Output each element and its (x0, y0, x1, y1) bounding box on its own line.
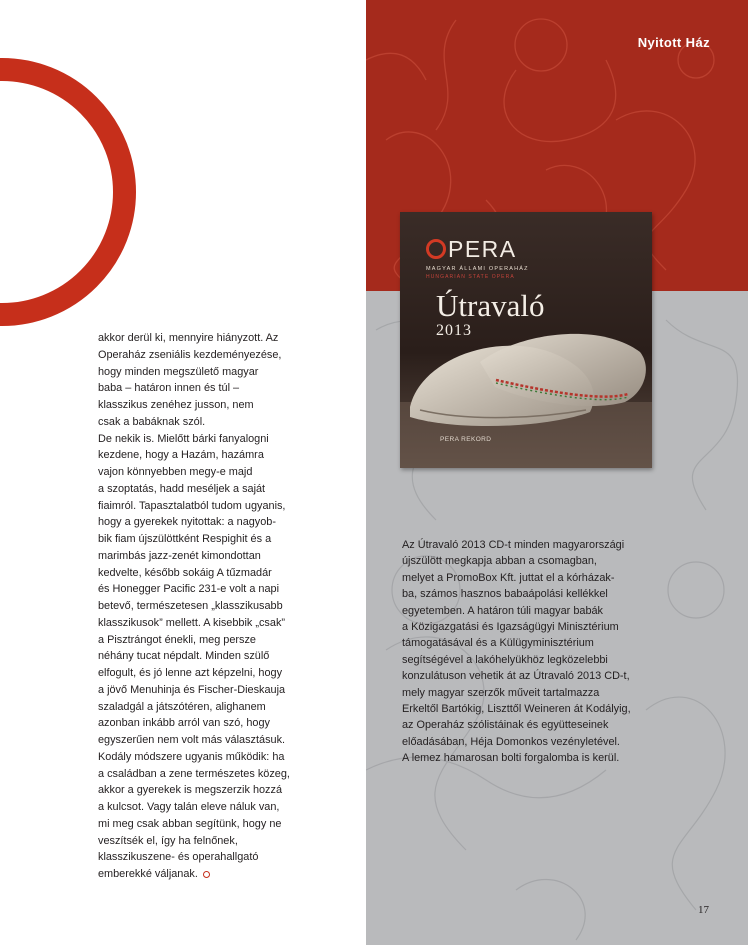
section-label: Nyitott Ház (637, 35, 710, 50)
body-line: néhány tucat népdalt. Minden szülő (98, 650, 270, 663)
caption-line: A lemez hamarosan bolti forgalomba is kerül. (402, 752, 620, 765)
caption-line: konzulátuson vehetik át az Útravaló 2013 CD-t, (402, 670, 630, 683)
body-line: akkor derül ki, mennyire hiányzott. Az (98, 332, 279, 344)
body-line: klasszikuszene- és operahallgató (98, 851, 259, 864)
cd-caption (402, 537, 664, 767)
cd-subtitle-hu: MAGYAR ÁLLAMI OPERAHÁZ (426, 266, 529, 272)
cd-logo (426, 236, 517, 263)
opera-o-icon (426, 239, 446, 259)
body-line: a családban a zene természetes közeg, (98, 767, 290, 780)
body-line: azonban inkább arról van szó, hogy (98, 717, 270, 730)
article-body (98, 330, 298, 883)
body-line: vajon könnyebben megy-e majd (98, 466, 253, 478)
body-line: Kodály módszere ugyanis működik: ha (98, 750, 285, 763)
body-line: szaladgál a játszótéren, alighanem (98, 700, 266, 713)
body-line: klasszikus zenéhez jusson, nem (98, 399, 254, 411)
body-line: elfogult, és jó lenne azt képzelni, hogy (98, 667, 283, 679)
body-line: betevő, természetesen „klasszikusabb (98, 600, 283, 612)
page-number: 17 (698, 904, 709, 916)
decorative-red-ring (0, 58, 136, 326)
cd-subtitle-en: HUNGARIAN STATE OPERA (426, 274, 515, 280)
caption-line: támogatásával és a Külügyminisztérium (402, 637, 594, 650)
body-line: hogy a gyerekek nyitottak: a nagyob- (98, 516, 276, 529)
body-line: a jövő Menuhinja és Fischer-Dieskauja (98, 683, 286, 696)
caption-line: melyet a PromoBox Kft. juttat el a kórházak- (402, 571, 615, 584)
body-line: baba – határon innen és túl – (98, 382, 240, 395)
caption-line: ba, számos hasznos babaápolási kellékkel (402, 588, 608, 601)
caption-line: egyetemben. A határon túli magyar babák (402, 604, 604, 617)
body-line: De nekik is. Mielőtt bárki fanyalogni (98, 432, 269, 445)
caption-line: az Operaház szólistáinak és együtteseinek (402, 719, 609, 732)
caption-line: mely magyar szerzők műveit tartalmazza (402, 686, 600, 699)
body-line: akkor a gyerekek is megszerzik hozzá (98, 784, 283, 797)
body-line: a kulcsot. Vagy talán eleve náluk van, (98, 801, 280, 813)
body-line: veszítsék el, így ha felnőnek, (98, 834, 238, 847)
body-line: hogy minden megszülető magyar (98, 365, 259, 378)
body-line: kedvelte, később sokáig A tűzmadár (98, 566, 272, 579)
body-line-last (98, 866, 298, 883)
caption-line: a Közigazgatási és Igazságügyi Minisztérium (402, 621, 619, 634)
body-line: fiaimról. Tapasztalatból tudom ugyanis, (98, 499, 286, 512)
caption-line: Az Útravaló 2013 CD-t minden magyarországi (402, 539, 625, 551)
cd-logo-text: PERA (448, 236, 517, 262)
body-line: csak a babáknak szól. (98, 415, 206, 428)
body-line: Operaház zseniális kezdeményezése, (98, 348, 282, 361)
body-line: bik fiam újszülöttként Respighit és a (98, 533, 272, 545)
body-line: és Honegger Pacific 231-e volt a napi (98, 583, 280, 596)
cd-cover-image (400, 212, 652, 468)
body-line-text: emberekké váljanak. (98, 868, 198, 880)
body-line: marimbás jazz-zenét kimondottan (98, 549, 261, 562)
caption-line: újszülött megkapja abban a csomagban, (402, 555, 597, 568)
caption-line: segítségével a lakóhelyükhöz legközelebbi (402, 653, 608, 666)
body-line: klasszikusok” mellett. A kisebbik „csak” (98, 616, 286, 629)
end-mark-icon (203, 871, 210, 878)
body-line: a szoptatás, hadd meséljek a saját (98, 482, 266, 495)
cd-year: 2013 (436, 322, 472, 339)
cd-title: Útravaló (436, 288, 545, 323)
cd-footer-label: PERA REKORD (440, 436, 492, 443)
caption-line: Erkeltől Bartókig, Liszttől Weineren át Kodályig, (402, 703, 631, 716)
body-line: mi meg csak abban segítünk, hogy ne (98, 817, 282, 830)
body-line: egyszerűen nem volt más választásuk. (98, 734, 286, 746)
body-line: a Pisztrángot énekli, meg persze (98, 633, 256, 646)
caption-line: előadásában, Héja Domonkos vezényletével. (402, 735, 620, 748)
body-line: kezdene, hogy a Hazám, hazámra (98, 449, 264, 462)
